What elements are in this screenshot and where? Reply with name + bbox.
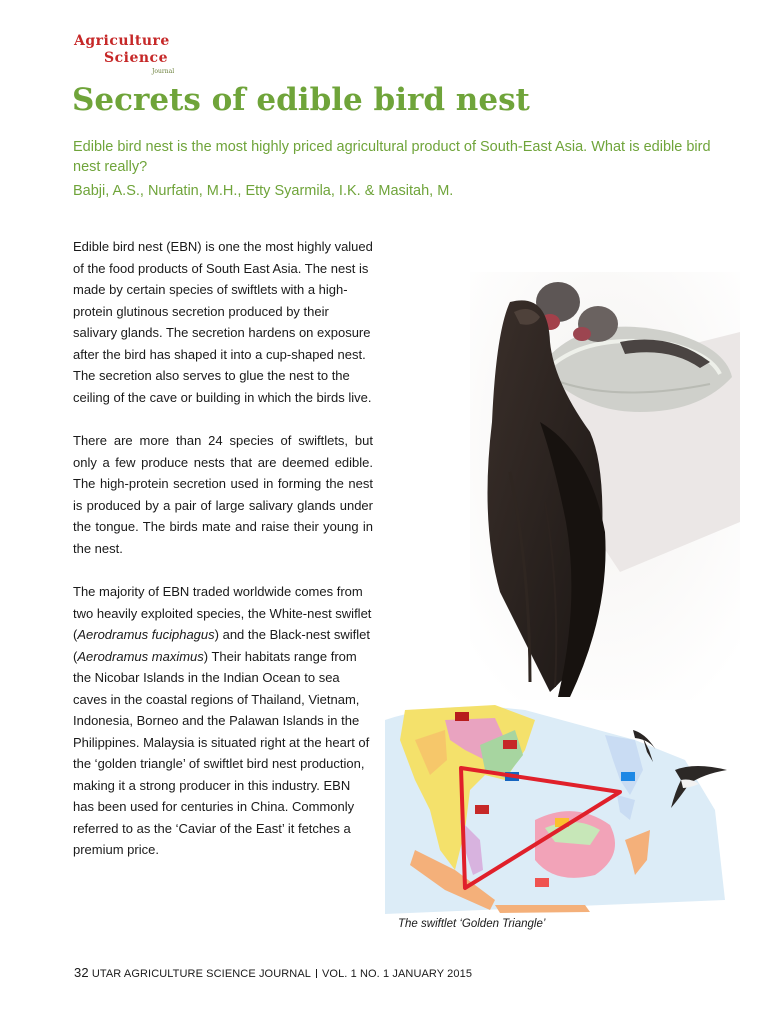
article-standfirst: Edible bird nest is the most highly priced agricultural product of South-East Asia. What is edible bird nest really? <box>73 139 711 175</box>
species-name: Aerodramus fuciphagus <box>77 627 215 642</box>
journal-logo <box>74 33 184 79</box>
body-text: The majority of EBN traded worldwide comes from two heavily exploited species, the White-nest swiflet ( <box>73 584 372 642</box>
footer-journal: UTAR AGRICULTURE SCIENCE JOURNAL <box>91 968 311 980</box>
footer-separator <box>316 969 317 978</box>
body-text: ) and the Black-nest swiflet ( <box>73 627 371 664</box>
body-paragraph-2: There are more than 24 species of swiftlets, but only a few produce nests that are deemed edible. The high-protein secretion used in forming the nest is produced by a pair of large salivary glands under the tongue. The birds mate and raise their young in the nest. <box>73 433 373 556</box>
body-text: ) Their habitats range from the Nicobar Islands in the Indian Ocean to sea caves in the coastal regions of Thailand, Vietnam, Indonesia, Borneo and the Palawan Islands in the Philippines. Malaysia is situated right at the heart of the ‘golden triangle’ of swiftlet bird nest production, making it a strong producer in this industry. EBN has been used for centuries in China. Commonly referred to as the ‘Caviar of the East’ it fetches a premium price. <box>73 648 370 857</box>
article-authors: Babji, A.S., Nurfatin, M.H., Etty Syarmila, I.K. & Masitah, M. <box>73 183 454 199</box>
swiftlet-nest-photo <box>470 272 740 700</box>
footer-issue: VOL. 1 NO. 1 JANUARY 2015 <box>321 968 473 980</box>
page-footer <box>74 965 472 980</box>
logo-line-2: Science <box>104 50 168 66</box>
logo-line-3: Journal <box>152 68 175 75</box>
golden-triangle-map <box>385 700 733 914</box>
body-paragraph-3 <box>73 581 373 861</box>
page-number: 32 <box>74 965 89 980</box>
figure-caption: The swiftlet ‘Golden Triangle’ <box>398 918 546 930</box>
logo-line-1: Agriculture <box>74 33 170 49</box>
article-title: Secrets of edible bird nest <box>72 82 530 118</box>
body-paragraph-1: Edible bird nest (EBN) is one the most highly valued of the food products of South East Asia. The nest is made by certain species of swiftlets with a high-protein glutinous secretion produced by their salivary glands. The secretion hardens on exposure after the bird has shaped it into a cup-shaped nest. The secretion also serves to glue the nest to the ceiling of the cave or building in which the birds live. <box>73 239 373 405</box>
body-column <box>73 236 373 883</box>
species-name: Aerodramus maximus <box>77 648 204 664</box>
